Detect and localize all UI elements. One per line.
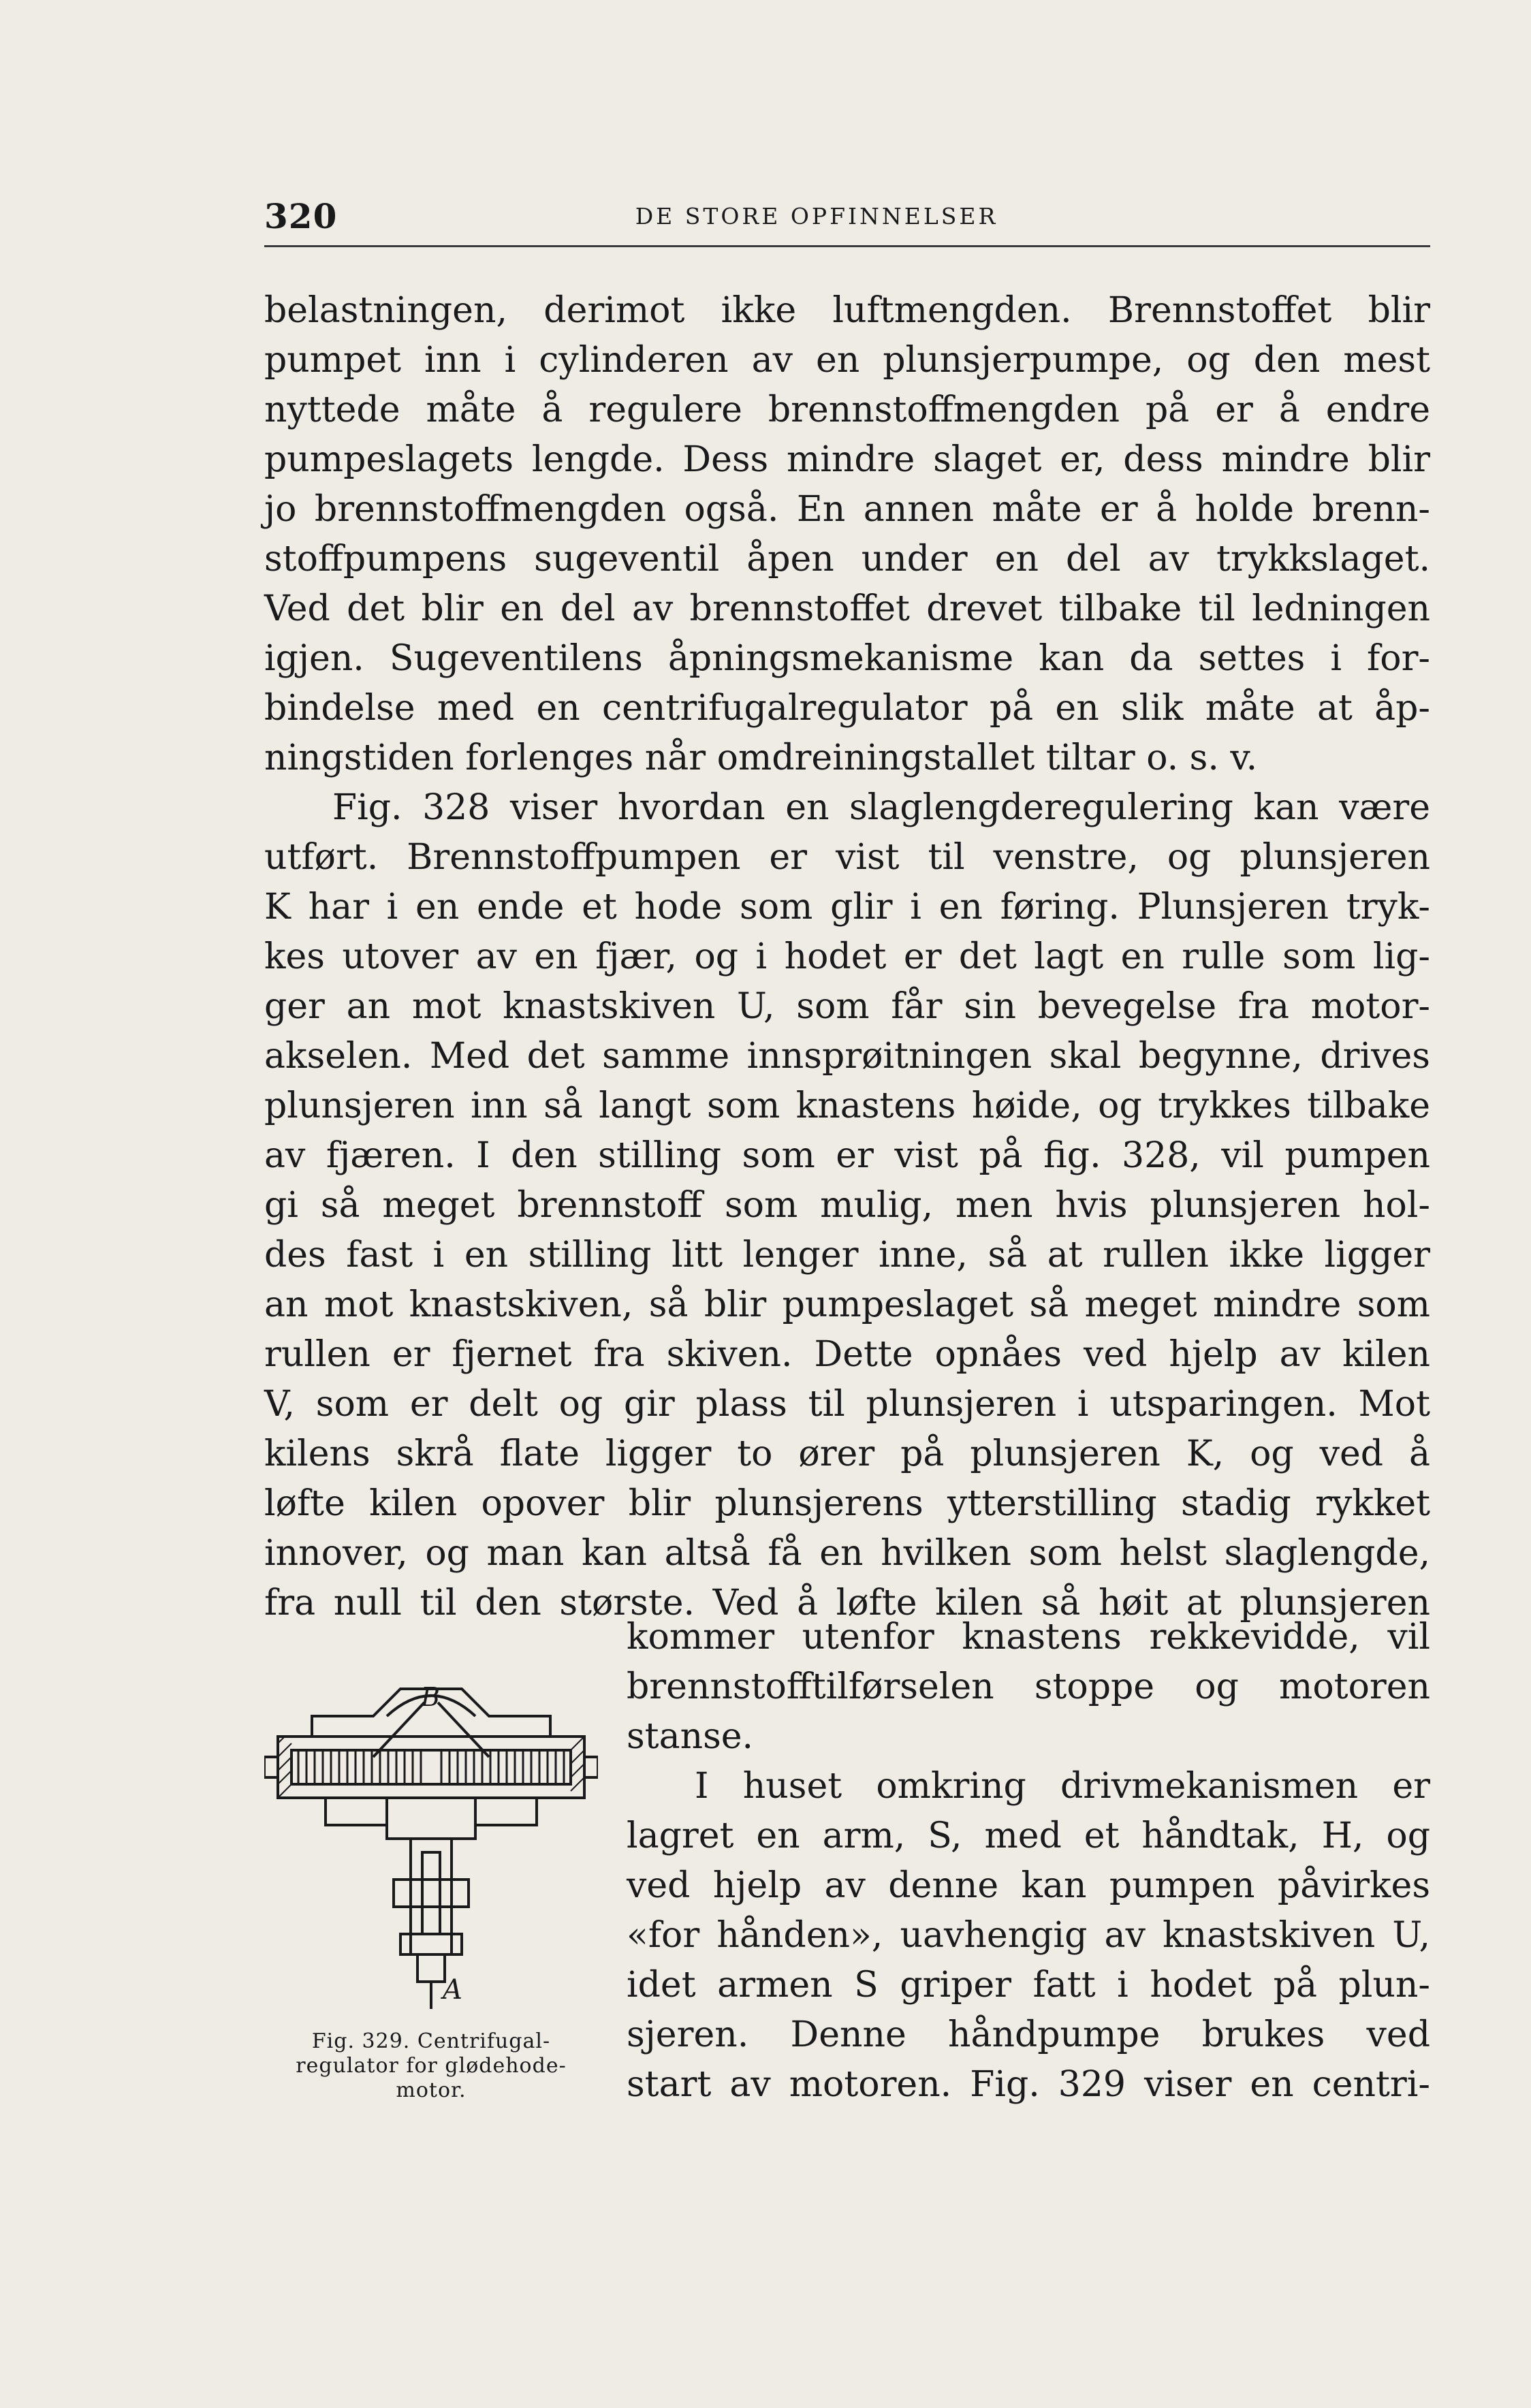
text-line: ningstiden forlenges når omdreiningstallet tiltar o. s. v. [264,738,1258,778]
text-line: kilens skrå flate ligger to ører på plunsjeren K, og ved å [264,1433,1430,1474]
text-line: rullen er fjernet fra skiven. Dette opnåes ved hjelp av kilen [264,1334,1430,1375]
text-line: stanse. [627,1716,754,1757]
caption-line: regulator for glødehode- [296,2054,567,2078]
text-line: stoffpumpens sugeventil åpen under en del av trykkslaget. [264,539,1430,580]
text-line: bindelse med en centrifugalregulator på en slik måte at åp- [264,688,1430,729]
text-line: ved hjelp av denne kan pumpen påvirkes [627,1865,1430,1906]
text-line: pumpet inn i cylinderen av en plunsjerpumpe, og den mest [264,340,1430,381]
regulator-drawing [264,1675,598,2016]
text-line: fra null til den største. Ved å løfte kilen så høit at plunsjeren [264,1583,1430,1623]
text-line: an mot knastskiven, så blir pumpeslaget så meget mindre som [264,1284,1430,1325]
figure-caption [264,2029,598,2103]
text-line: nyttede måte å regulere brennstoffmengden på er å endre [264,390,1430,430]
text-line: utført. Brennstoffpumpen er vist til venstre, og plunsjeren [264,837,1430,878]
text-line: K har i en ende et hode som glir i en føring. Plunsjeren tryk- [264,887,1430,928]
text-line: plunsjeren inn så langt som knastens høide, og trykkes tilbake [264,1086,1430,1126]
text-line: «for hånden», uavhengig av knastskiven U, [627,1915,1430,1956]
text-beside-figure [627,1613,1430,2110]
main-text-block [264,286,1430,1628]
text-line: Ved det blir en del av brennstoffet drevet tilbake til ledningen [264,588,1430,629]
caption-line: Fig. 329. Centrifugal- [311,2029,551,2053]
text-line: gi så meget brennstoff som mulig, men hvis plunsjeren hol- [264,1185,1430,1226]
text-line: I huset omkring drivmekanismen er [695,1766,1430,1807]
text-line: akselen. Med det samme innsprøitningen skal begynne, drives [264,1036,1430,1077]
text-line: idet armen S griper fatt i hodet på plun- [627,1965,1430,2006]
text-line: kes utover av en fjær, og i hodet er det lagt en rulle som lig- [264,936,1430,977]
figure-label-b: B [421,1682,440,1712]
text-line: ger an mot knastskiven U, som får sin bevegelse fra motor- [264,986,1430,1027]
text-line: innover, og man kan altså få en hvilken som helst slaglengde, [264,1533,1430,1574]
text-line: Fig. 328 viser hvordan en slaglengderegulering kan være [332,787,1430,828]
text-line: V, som er delt og gir plass til plunsjeren i utsparingen. Mot [264,1384,1430,1425]
text-line: sjeren. Denne håndpumpe brukes ved [627,2014,1430,2055]
text-line: lagret en arm, S, med et håndtak, H, og [627,1816,1430,1856]
text-line: jo brennstoffmengden også. En annen måte er å holde brenn- [264,489,1430,530]
figure-label-a: A [443,1974,462,2006]
text-line: belastningen, derimot ikke luftmengden. Brennstoffet blir [264,290,1430,331]
centrifugal-regulator-figure [264,1675,598,2016]
caption-line: motor. [396,2078,467,2102]
text-line: av fjæren. I den stilling som er vist på fig. 328, vil pumpen [264,1135,1430,1176]
text-line: løfte kilen opover blir plunsjerens ytterstilling stadig rykket [264,1483,1430,1524]
text-line: brennstofftilførselen stoppe og motoren [627,1666,1430,1707]
page-number: 320 [264,196,338,236]
text-line: start av motoren. Fig. 329 viser en centri- [627,2064,1430,2105]
text-line: kommer utenfor knastens rekkevidde, vil [627,1617,1430,1658]
text-line: pumpeslagets lengde. Dess mindre slaget er, dess mindre blir [264,439,1430,480]
header-rule [264,245,1430,247]
text-line: des fast i en stilling litt lenger inne, så at rullen ikke ligger [264,1235,1430,1276]
text-line: igjen. Sugeventilens åpningsmekanisme kan da settes i for- [264,638,1430,679]
running-title: DE STORE OPFINNELSER [635,203,998,229]
